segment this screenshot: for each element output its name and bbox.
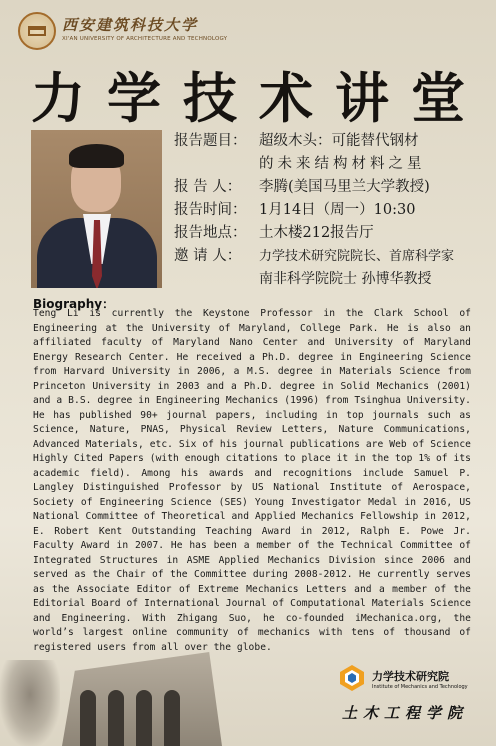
- building-arch: [164, 690, 180, 746]
- university-logo-icon: [18, 12, 56, 50]
- institute-logo-icon: [338, 664, 366, 692]
- university-name-en: XI'AN UNIVERSITY OF ARCHITECTURE AND TECHNOLOGY: [62, 36, 228, 42]
- university-header: [18, 12, 318, 52]
- university-name-cn: 西安建筑科技大学: [62, 16, 199, 34]
- school-name: 土木工程学院: [342, 704, 469, 722]
- host-row: [174, 245, 484, 268]
- biography-text: Teng Li is currently the Keystone Professor in the Clark School of Engineering at the University of Maryland, College Park. He is also an affiliated faculty of Maryland Nano Center and University of Maryland Energy Research Center. He received a Ph.D. degree in Engineering Science from Harvard University in 2006, a M.S. degree in Materials Science from Princeton University in 2003 and a Ph.D. degree in Solid Mechanics (2001) and a B.S. degree in Engineering Mechanics (1996) from Tsinghua University. He has published 90+ journal papers, including in top journals such as Science, Nature, PNAS, Physical Review Letters, Nature Communications, Advanced Materials, etc. Six of his journal publications are Web of Science Highly Cited Papers (with enough citations to place it in the top 1% of its academic field). Among his awards and recognitions include Samuel P. Langley Distinguished Professor by US National Institute of Aerospace, Society of Engineering Science (SES) Young Investigator Medal in 2016, US National Committee of Theoretical and Applied Mechanics Fellowship in 2012, E. Robert Kent Outstanding Teaching Award in 2012, Ralph E. Powe Jr. Faculty Award in 2007. He has been a member of the Technical Committee of Integrated Structures in ASME Applied Mechanics Division since 2006 and served as the Chair of the Committee during 2008-2012. He currently serves as the Associate Editor of Extreme Mechanics Letters and a member of the Editorial Board of International Journal of Computational Materials Science and Engineering. With Zhigang Suo, he co-founded iMechanica.org, the world’s largest online community of mechanics with tens of thousand of registered users from all over the globe.: [33, 308, 471, 653]
- topic-value-line2: 的未来结构材料之星: [259, 156, 426, 172]
- speaker-value: 李腾(美国马里兰大学教授): [259, 179, 430, 195]
- topic-label: 报告题目：: [174, 133, 247, 149]
- topic-row: [174, 130, 484, 153]
- time-value: 1月14日（周一）10:30: [259, 202, 416, 218]
- host-label: 邀 请 人：: [174, 248, 242, 264]
- host-value: 力学技术研究院院长、首席科学家: [259, 249, 455, 264]
- lecture-info: [174, 130, 484, 291]
- place-value: 土木楼212报告厅: [259, 225, 374, 241]
- building-arch: [80, 690, 96, 746]
- place-label: 报告地点：: [174, 225, 247, 241]
- poster-title: 力学技术讲堂: [31, 67, 487, 130]
- host-value-line2: 南非科学院院士 孙博华教授: [259, 271, 432, 287]
- institute-name-en: Institute of Mechanics and Technology: [372, 684, 468, 690]
- speaker-label: 报 告 人：: [174, 179, 242, 195]
- institute-name-cn: 力学技术研究院: [372, 670, 449, 683]
- speaker-row: [174, 176, 484, 199]
- time-row: [174, 199, 484, 222]
- place-row: [174, 222, 484, 245]
- time-label: 报告时间：: [174, 202, 247, 218]
- building-arch: [108, 690, 124, 746]
- biography-heading: Biography：: [33, 297, 115, 311]
- building-arch: [136, 690, 152, 746]
- tree-image: [0, 660, 60, 746]
- topic-value: 超级木头：可能替代钢材: [259, 133, 419, 149]
- speaker-photo: [31, 130, 162, 288]
